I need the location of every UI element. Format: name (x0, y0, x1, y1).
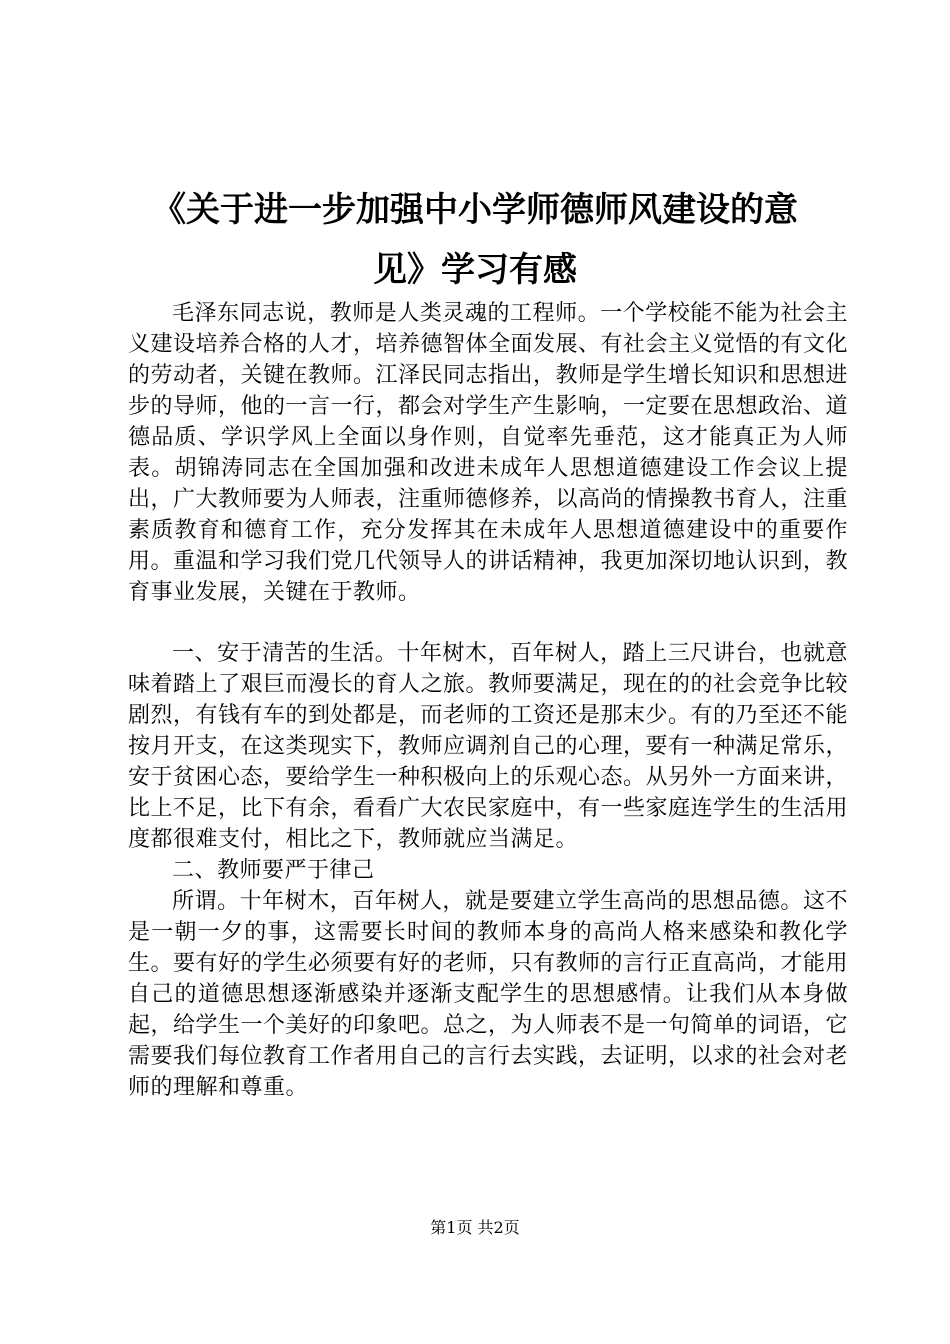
document-title-line-1: 《关于进一步加强中小学师德师风建设的意 (152, 190, 798, 230)
page-footer: 第1页 共2页 (430, 1218, 520, 1237)
paragraph-intro: 毛泽东同志说，教师是人类灵魂的工程师。一个学校能不能为社会主义建设培养合格的人才，培养德智体全面发展、有社会主义觉悟的有文化的劳动者，关键在教师。江泽民同志指出，教师是学生增长知识和思想进步的导师，他的一言一行，都会对学生产生影响，一定要在思想政治、道德品质、学识学风上全面以身作则，自觉率先垂范，这才能真正为人师表。胡锦涛同志在全国加强和改进未成年人思想道德建设工作会议上提出，广大教师要为人师表，注重师德修养，以高尚的情操教书育人，注重素质教育和德育工作，充分发挥其在未成年人思想道德建设中的重要作用。重温和学习我们党几代领导人的讲话精神，我更加深切地认识到，教育事业发展，关键在于教师。 (128, 301, 849, 605)
section-heading-2: 二、教师要严于律己 (172, 858, 375, 883)
paragraph-section-1: 一、安于清苦的生活。十年树木，百年树人，踏上三尺讲台，也就意味着踏上了艰巨而漫长的育人之旅。教师要满足，现在的的社会竞争比较剧烈，有钱有车的到处都是，而老师的工资还是那末少。有的乃至还不能按月开支，在这类现实下，教师应调剂自己的心理，要有一种满足常乐，安于贫困心态，要给学生一种积极向上的乐观心态。从另外一方面来讲，比上不足，比下有余，看看广大农民家庭中，有一些家庭连学生的生活用度都很难支付，相比之下，教师就应当满足。 (128, 641, 849, 852)
document-title-line-2: 见》学习有感 (373, 250, 577, 290)
document-body (128, 298, 848, 1103)
paragraph-section-2: 所谓。十年树木，百年树人，就是要建立学生高尚的思想品德。这不是一朝一夕的事，这需要长时间的教师本身的高尚人格来感染和教化学生。要有好的学生必须要有好的老师，只有教师的言行正直高尚，才能用自己的道德思想逐渐感染并逐渐支配学生的思想感情。让我们从本身做起，给学生一个美好的印象吧。总之，为人师表不是一句简单的词语，它需要我们每位教育工作者用自己的言行去实践，去证明，以求的社会对老师的理解和尊重。 (128, 889, 849, 1100)
